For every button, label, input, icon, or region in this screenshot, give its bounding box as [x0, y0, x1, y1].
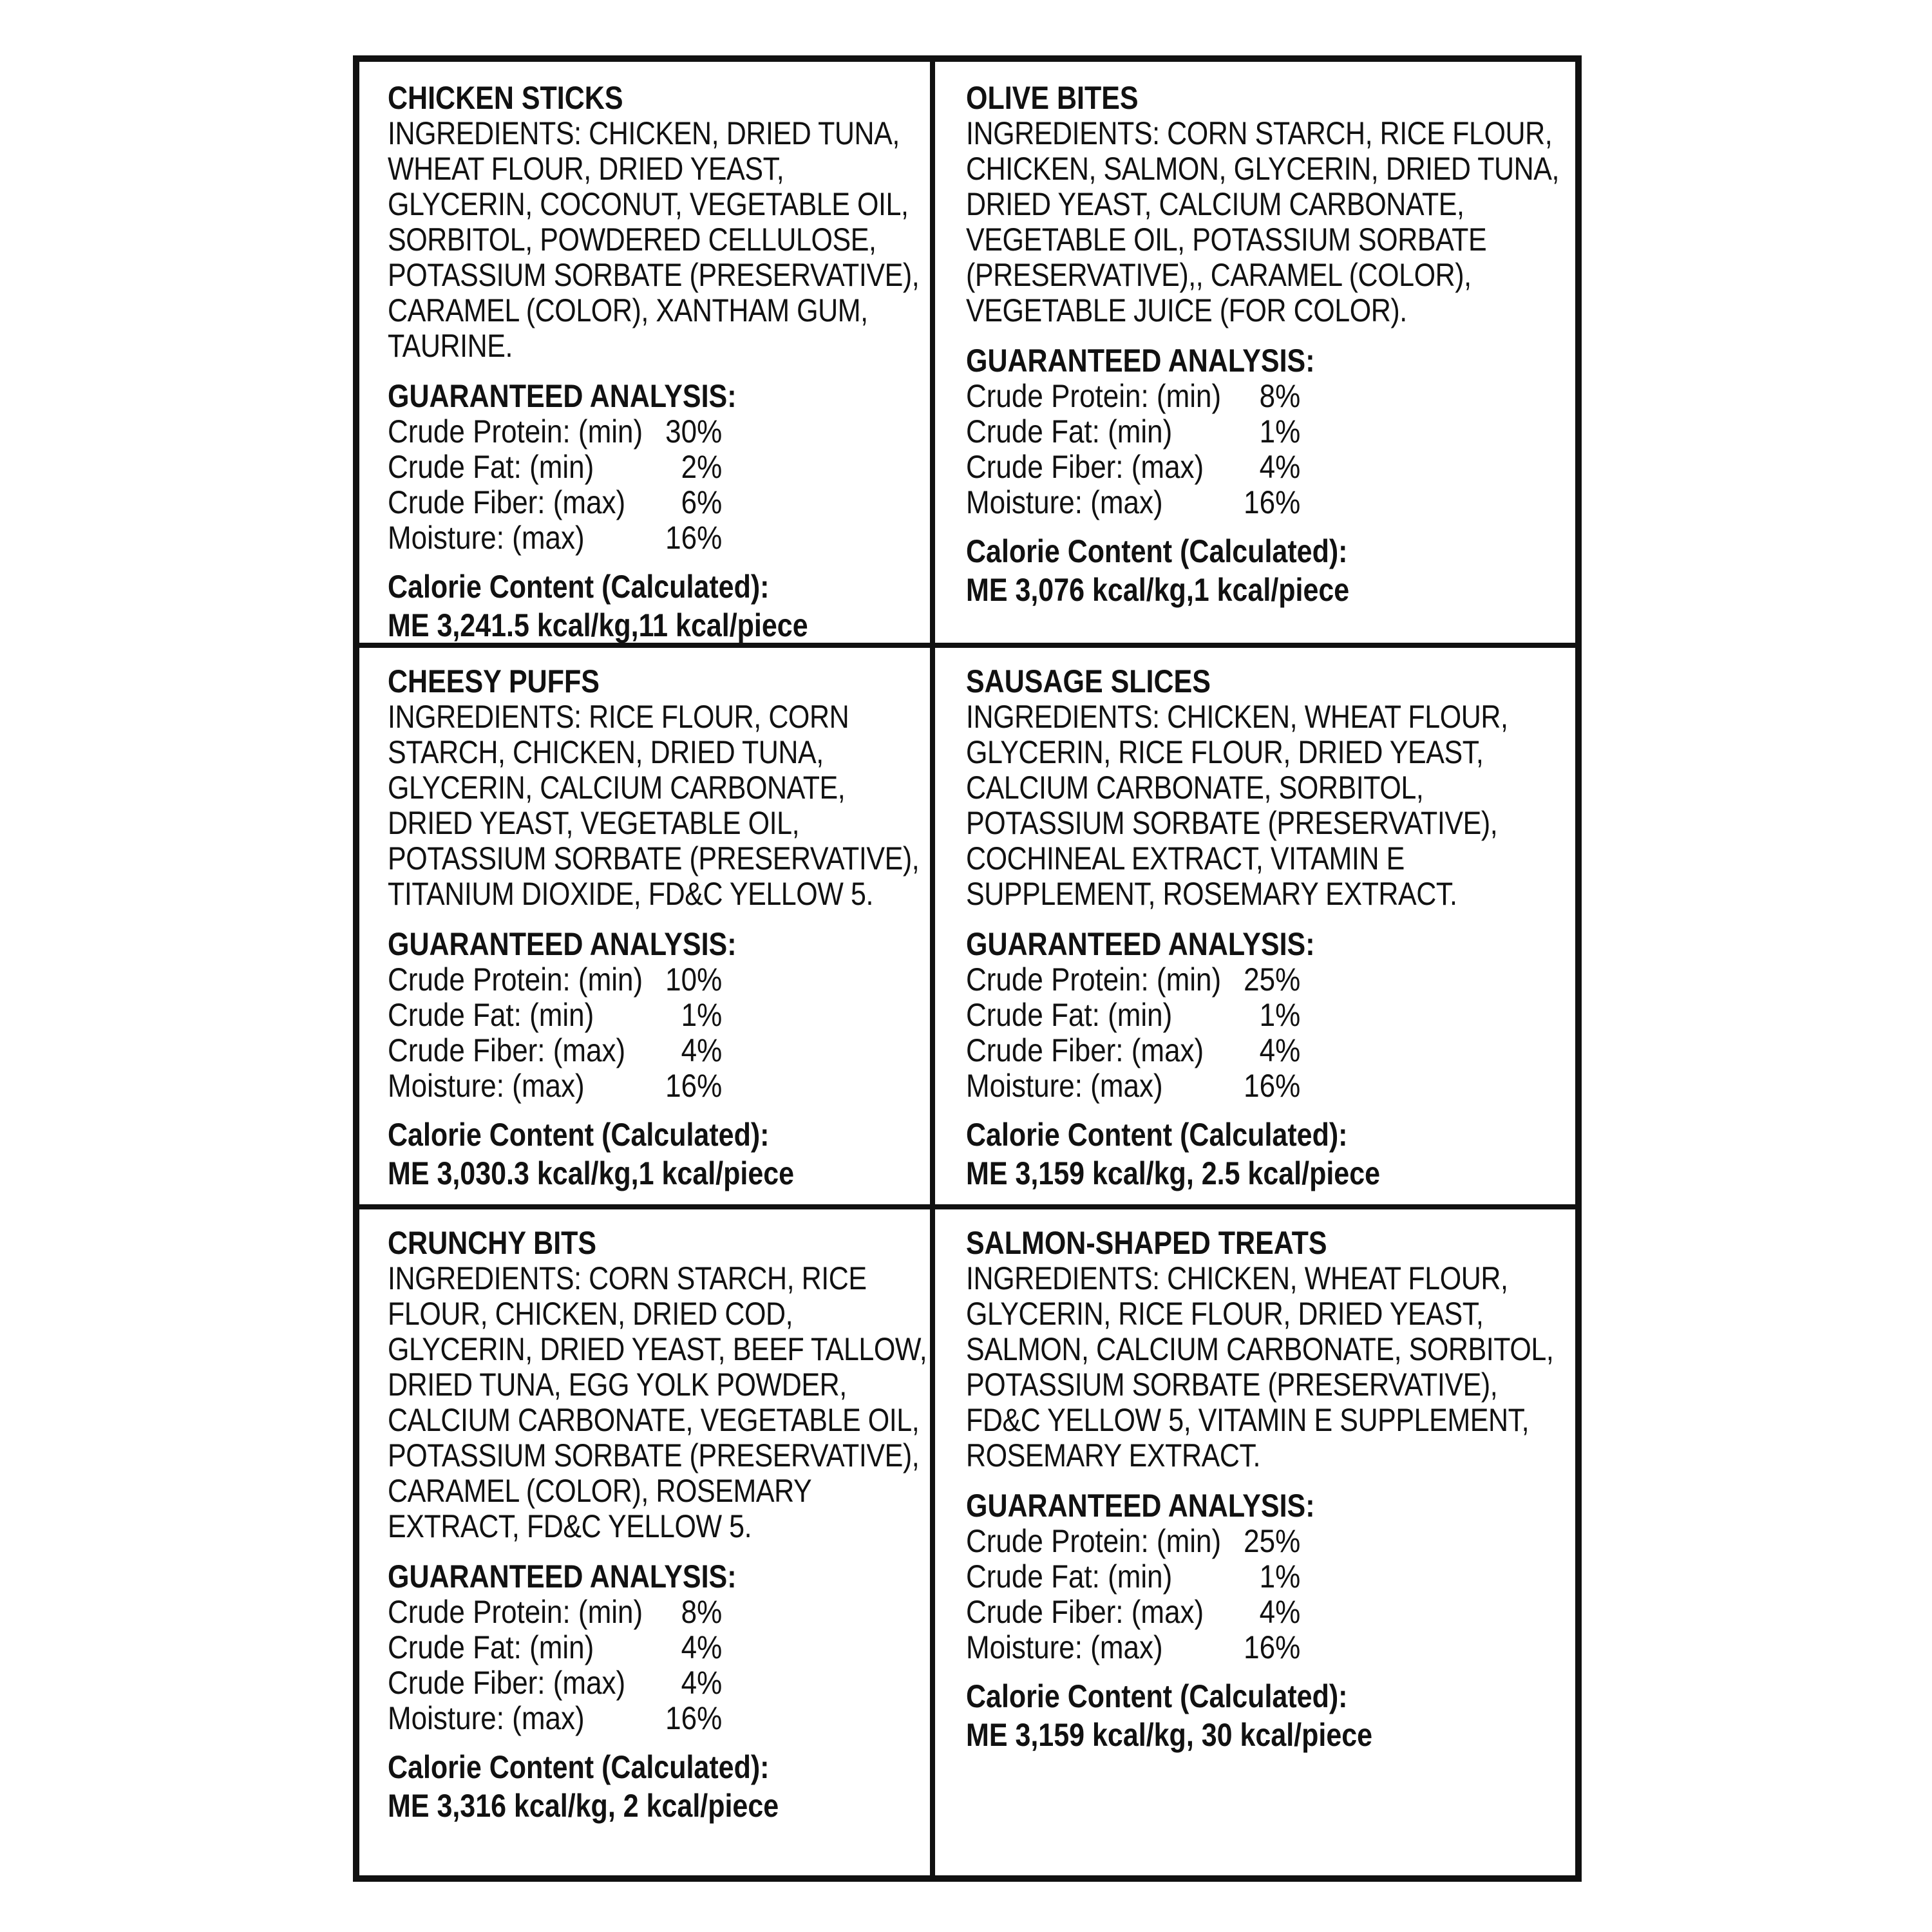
analysis-value: 16% — [665, 520, 723, 556]
analysis-label: Crude Fat: (min) — [966, 1558, 1173, 1595]
analysis-row — [966, 1068, 1502, 1104]
analysis-value: 4% — [681, 1629, 723, 1665]
product-panel-olive-bites — [934, 62, 1575, 645]
analysis-label: Crude Protein: (min) — [966, 1523, 1222, 1559]
analysis-value: 2% — [681, 449, 723, 485]
analysis-label: Crude Fat: (min) — [388, 997, 594, 1033]
analysis-row — [388, 1033, 868, 1068]
analysis-value: 4% — [1259, 1594, 1301, 1630]
analysis-value: 16% — [1244, 1629, 1301, 1665]
analysis-row — [966, 485, 1502, 520]
product-panel-chicken-sticks — [359, 62, 934, 645]
analysis-row — [966, 1595, 1502, 1630]
analysis-value: 16% — [1244, 1068, 1301, 1104]
analysis-label: Crude Protein: (min) — [388, 961, 643, 998]
analysis-label: Crude Fiber: (max) — [388, 1032, 626, 1068]
ingredients-text: INGREDIENTS: RICE FLOUR, CORN STARCH, CHICKEN, DRIED TUNA, GLYCERIN, CALCIUM CARBONATE, DRIED YEAST, VEGETABLE OIL, POTASSIUM SORBATE (PRESERVATIVE), TITANIUM DIOXIDE, FD&C YELLOW 5. — [388, 699, 920, 912]
analysis-row — [388, 1665, 868, 1701]
analysis-label: Crude Fiber: (max) — [388, 484, 626, 520]
analysis-table — [966, 1524, 1575, 1665]
analysis-row — [388, 1630, 868, 1665]
analysis-label: Moisture: (max) — [966, 1629, 1163, 1665]
calorie-value: ME 3,316 kcal/kg, 2 kcal/piece — [388, 1788, 779, 1824]
analysis-row — [966, 1559, 1502, 1595]
analysis-value: 4% — [1259, 449, 1301, 485]
analysis-row — [966, 1033, 1502, 1068]
analysis-value: 8% — [1259, 378, 1301, 414]
analysis-value: 25% — [1244, 1523, 1301, 1559]
analysis-row — [966, 379, 1502, 414]
analysis-row — [966, 414, 1502, 450]
calorie-heading: Calorie Content (Calculated): — [966, 533, 1348, 569]
analysis-heading: GUARANTEED ANALYSIS: — [966, 926, 1315, 962]
analysis-row — [966, 998, 1502, 1033]
analysis-value: 1% — [1259, 997, 1301, 1033]
analysis-value: 16% — [665, 1700, 723, 1736]
ingredients-text: INGREDIENTS: CORN STARCH, RICE FLOUR, CHICKEN, DRIED COD, GLYCERIN, DRIED YEAST, BEEF TALLOW, DRIED TUNA, EGG YOLK POWDER, CALCIUM CARBONATE, VEGETABLE OIL, POTASSIUM SORBATE (PRESERVATIVE), CARAMEL (COLOR), ROSEMARY EXTRACT, FD&C YELLOW 5. — [388, 1260, 927, 1544]
calorie-heading: Calorie Content (Calculated): — [388, 1749, 770, 1785]
product-panel-salmon-shaped-treats — [934, 1207, 1575, 1875]
analysis-label: Crude Fiber: (max) — [966, 1594, 1204, 1630]
analysis-value: 8% — [681, 1594, 723, 1630]
calorie-heading: Calorie Content (Calculated): — [966, 1678, 1348, 1714]
product-name: OLIVE BITES — [966, 80, 1139, 116]
analysis-label: Crude Protein: (min) — [966, 961, 1222, 998]
ingredients-text: INGREDIENTS: CHICKEN, WHEAT FLOUR, GLYCERIN, RICE FLOUR, DRIED YEAST, SALMON, CALCIUM CARBONATE, SORBITOL, POTASSIUM SORBATE (PRESERVATIVE), FD&C YELLOW 5, VITAMIN E SUPPLEMENT, ROSEMARY EXTRACT. — [966, 1260, 1554, 1473]
ingredients-text: INGREDIENTS: CORN STARCH, RICE FLOUR, CHICKEN, SALMON, GLYCERIN, DRIED TUNA, DRIED YEAST, CALCIUM CARBONATE, VEGETABLE OIL, POTASSIUM SORBATE (PRESERVATIVE),, CARAMEL (COLOR), VEGETABLE JUICE (FOR COLOR). — [966, 115, 1560, 328]
analysis-label: Crude Fiber: (max) — [966, 449, 1204, 485]
calorie-value: ME 3,030.3 kcal/kg,1 kcal/piece — [388, 1155, 795, 1191]
product-panel-cheesy-puffs — [359, 645, 934, 1207]
analysis-row — [388, 998, 868, 1033]
calorie-value: ME 3,159 kcal/kg, 2.5 kcal/piece — [966, 1155, 1381, 1191]
analysis-value: 4% — [681, 1032, 723, 1068]
analysis-value: 6% — [681, 484, 723, 520]
calorie-heading: Calorie Content (Calculated): — [388, 569, 770, 605]
analysis-value: 1% — [1259, 1558, 1301, 1595]
analysis-label: Crude Fat: (min) — [966, 413, 1173, 450]
analysis-table — [966, 379, 1575, 520]
analysis-label: Crude Fat: (min) — [388, 449, 594, 485]
calorie-value: ME 3,241.5 kcal/kg,11 kcal/piece — [388, 607, 808, 643]
analysis-label: Crude Fiber: (max) — [966, 1032, 1204, 1068]
analysis-heading: GUARANTEED ANALYSIS: — [388, 926, 737, 962]
analysis-value: 16% — [1244, 484, 1301, 520]
analysis-value: 30% — [665, 413, 723, 450]
analysis-value: 4% — [681, 1665, 723, 1701]
calorie-heading: Calorie Content (Calculated): — [388, 1117, 770, 1153]
product-panel-crunchy-bits — [359, 1207, 934, 1875]
analysis-row — [388, 962, 868, 998]
ingredients-text: INGREDIENTS: CHICKEN, WHEAT FLOUR, GLYCERIN, RICE FLOUR, DRIED YEAST, CALCIUM CARBONATE, SORBITOL, POTASSIUM SORBATE (PRESERVATIVE), COCHINEAL EXTRACT, VITAMIN E SUPPLEMENT, ROSEMARY EXTRACT. — [966, 699, 1508, 912]
analysis-row — [388, 1701, 868, 1736]
product-name: SAUSAGE SLICES — [966, 663, 1211, 699]
analysis-row — [966, 962, 1502, 998]
calorie-value: ME 3,159 kcal/kg, 30 kcal/piece — [966, 1717, 1373, 1753]
analysis-row — [966, 450, 1502, 485]
analysis-heading: GUARANTEED ANALYSIS: — [388, 1558, 737, 1595]
analysis-table — [388, 414, 934, 556]
analysis-row — [388, 414, 868, 450]
product-name: CHICKEN STICKS — [388, 80, 623, 116]
product-name: CHEESY PUFFS — [388, 663, 600, 699]
analysis-label: Moisture: (max) — [388, 1700, 585, 1736]
analysis-label: Moisture: (max) — [966, 1068, 1163, 1104]
analysis-row — [388, 1068, 868, 1104]
analysis-row — [388, 450, 868, 485]
analysis-table — [388, 962, 934, 1104]
analysis-label: Moisture: (max) — [966, 484, 1163, 520]
analysis-label: Crude Fiber: (max) — [388, 1665, 626, 1701]
analysis-row — [388, 520, 868, 556]
analysis-heading: GUARANTEED ANALYSIS: — [966, 343, 1315, 379]
analysis-row — [388, 485, 868, 520]
calorie-value: ME 3,076 kcal/kg,1 kcal/piece — [966, 572, 1350, 608]
product-name: SALMON-SHAPED TREATS — [966, 1225, 1327, 1261]
analysis-label: Crude Protein: (min) — [388, 413, 643, 450]
analysis-label: Moisture: (max) — [388, 1068, 585, 1104]
analysis-value: 16% — [665, 1068, 723, 1104]
analysis-value: 25% — [1244, 961, 1301, 998]
analysis-label: Crude Protein: (min) — [966, 378, 1222, 414]
analysis-label: Crude Fat: (min) — [966, 997, 1173, 1033]
analysis-row — [966, 1630, 1502, 1665]
analysis-label: Moisture: (max) — [388, 520, 585, 556]
analysis-value: 4% — [1259, 1032, 1301, 1068]
analysis-heading: GUARANTEED ANALYSIS: — [388, 378, 737, 414]
analysis-heading: GUARANTEED ANALYSIS: — [966, 1488, 1315, 1524]
ingredients-text: INGREDIENTS: CHICKEN, DRIED TUNA, WHEAT FLOUR, DRIED YEAST, GLYCERIN, COCONUT, VEGETABLE OIL, SORBITOL, POWDERED CELLULOSE, POTASSIUM SORBATE (PRESERVATIVE), CARAMEL (COLOR), XANTHAM GUM, TAURINE. — [388, 115, 920, 364]
analysis-label: Crude Protein: (min) — [388, 1594, 643, 1630]
product-panel-sausage-slices — [934, 645, 1575, 1207]
analysis-row — [966, 1524, 1502, 1559]
analysis-table — [966, 962, 1575, 1104]
analysis-row — [388, 1595, 868, 1630]
analysis-value: 10% — [665, 961, 723, 998]
product-name: CRUNCHY BITS — [388, 1225, 597, 1261]
analysis-label: Crude Fat: (min) — [388, 1629, 594, 1665]
analysis-table — [388, 1595, 934, 1736]
analysis-value: 1% — [681, 997, 723, 1033]
calorie-heading: Calorie Content (Calculated): — [966, 1117, 1348, 1153]
nutrition-label-frame — [353, 55, 1582, 1882]
analysis-value: 1% — [1259, 413, 1301, 450]
